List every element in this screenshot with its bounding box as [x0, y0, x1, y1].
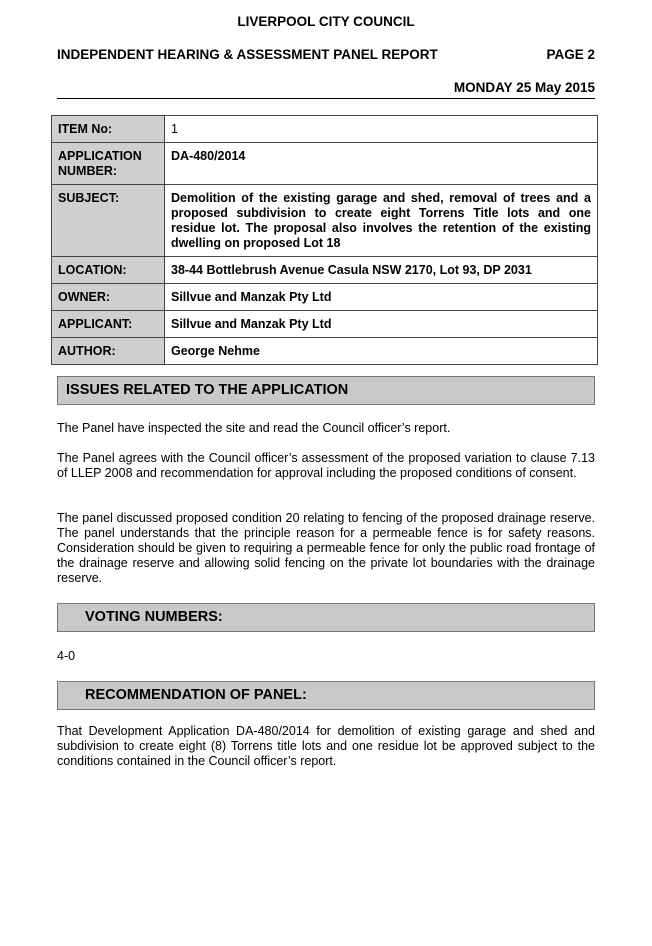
issues-heading: ISSUES RELATED TO THE APPLICATION [57, 376, 595, 405]
application-number-label: APPLICATION NUMBER: [52, 143, 165, 185]
issues-paragraph-2: The Panel agrees with the Council officer’s assessment of the proposed variation to clause 7.13 of LLEP 2008 and recommendation for approval including the proposed conditions of consent. [57, 451, 595, 480]
table-row [52, 185, 598, 257]
author-value: George Nehme [165, 338, 598, 365]
table-row [52, 311, 598, 338]
issues-paragraph-3: The panel discussed proposed condition 20 relating to fencing of the proposed drainage reserve. The panel understands that the principle reason for a permeable fence is for safety reasons. Consideration should be given to requiring a permeable fence for only the public road frontage of the drainage reserve and allowing solid fencing on the private lot boundaries with the drainage reserve. [57, 511, 595, 585]
table-row [52, 284, 598, 311]
location-label: LOCATION: [52, 257, 165, 284]
table-row [52, 116, 598, 143]
meeting-date: MONDAY 25 May 2015 [57, 80, 595, 99]
subject-value: Demolition of the existing garage and shed, removal of trees and a proposed subdivision to create eight Torrens Title lots and one residue lot. The proposal also involves the retention of the existing dwelling on proposed Lot 18 [165, 185, 598, 257]
item-no-label: ITEM No: [52, 116, 165, 143]
application-number-value: DA-480/2014 [165, 143, 598, 185]
application-details-table [51, 115, 598, 365]
item-no-value: 1 [165, 116, 598, 143]
voting-result: 4-0 [57, 649, 76, 663]
applicant-label: APPLICANT: [52, 311, 165, 338]
owner-value: Sillvue and Manzak Pty Ltd [165, 284, 598, 311]
recommendation-heading: RECOMMENDATION OF PANEL: [57, 681, 595, 710]
council-name: LIVERPOOL CITY COUNCIL [237, 14, 415, 29]
table-row [52, 257, 598, 284]
table-row [52, 143, 598, 185]
report-header [57, 47, 595, 62]
issues-paragraph-1: The Panel have inspected the site and read the Council officer’s report. [57, 421, 451, 435]
report-title: INDEPENDENT HEARING & ASSESSMENT PANEL REPORT [57, 47, 438, 62]
owner-label: OWNER: [52, 284, 165, 311]
table-row [52, 338, 598, 365]
location-value: 38-44 Bottlebrush Avenue Casula NSW 2170, Lot 93, DP 2031 [165, 257, 598, 284]
voting-heading: VOTING NUMBERS: [57, 603, 595, 632]
applicant-value: Sillvue and Manzak Pty Ltd [165, 311, 598, 338]
subject-label: SUBJECT: [52, 185, 165, 257]
recommendation-text: That Development Application DA-480/2014 for demolition of existing garage and shed and subdivision to create eight (8) Torrens title lots and one residue lot be approved subject to the conditions contained in the Council officer’s report. [57, 724, 595, 768]
page-number: PAGE 2 [546, 47, 595, 62]
author-label: AUTHOR: [52, 338, 165, 365]
